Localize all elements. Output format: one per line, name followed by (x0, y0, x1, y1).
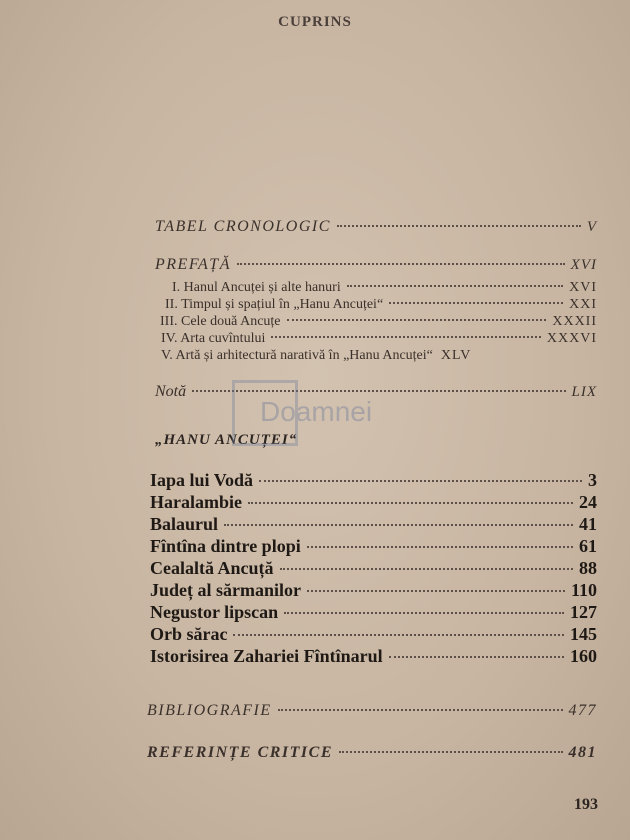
dot-leader (307, 590, 565, 592)
toc-entry-label: Notă (155, 383, 187, 400)
toc-entry-preface-5 (161, 348, 597, 364)
toc-entry-page: XXI (569, 297, 597, 312)
toc-entry-page: XXXII (552, 314, 597, 329)
toc-entry-label: BIBLIOGRAFIE (147, 702, 272, 719)
toc-entry-page: LIX (571, 384, 597, 400)
toc-entry-story (150, 536, 597, 557)
dot-leader (224, 524, 573, 526)
dot-leader (339, 751, 563, 753)
toc-entry-page: 41 (579, 514, 597, 534)
toc-entry-nota (155, 383, 597, 401)
toc-entry-story (150, 646, 597, 667)
toc-entry-story (150, 602, 597, 623)
toc-entry-page: XLV (440, 348, 472, 363)
toc-entry-preface-3 (160, 314, 597, 330)
toc-entry-page: 145 (570, 624, 597, 644)
toc-entry-label: PREFAȚĂ (155, 256, 231, 273)
dot-leader (284, 612, 564, 614)
page-title: CUPRINS (278, 14, 352, 30)
toc-entry-label: Iapa lui Vodă (150, 470, 254, 490)
toc-entry-story (150, 492, 597, 513)
toc-entry-label: Balaurul (150, 514, 219, 534)
dot-leader (280, 568, 574, 570)
toc-entry-page: 3 (588, 470, 597, 490)
toc-entry-page: 61 (579, 536, 597, 556)
dot-leader (259, 480, 582, 482)
toc-entry-page: 481 (568, 744, 597, 761)
toc-entry-label: Județ al sărmanilor (150, 580, 301, 600)
dot-leader (347, 285, 563, 287)
toc-entry-label: REFERINȚE CRITICE (147, 744, 333, 761)
toc-entry-label: Cealaltă Ancuță (150, 558, 274, 578)
toc-entry-page: XVI (570, 257, 597, 273)
dot-leader (307, 546, 573, 548)
toc-entry-label: II. Timpul și spațiul în „Hanu Ancuței“ (165, 297, 384, 312)
dot-leader (237, 263, 565, 265)
dot-leader (192, 390, 565, 392)
dot-leader (389, 656, 564, 658)
watermark-text: Doamnei (260, 396, 373, 427)
toc-entry-page: XVI (569, 280, 597, 295)
dot-leader (278, 709, 563, 711)
section-heading: „HANU ANCUȚEI“ (155, 432, 298, 448)
toc-entry-page: V (586, 219, 597, 235)
toc-entry-label: III. Cele două Ancuțe (160, 314, 281, 329)
toc-entry-page: 160 (570, 646, 597, 666)
page-number: 193 (574, 796, 598, 813)
toc-entry-story (150, 624, 597, 645)
toc-entry-label: Fîntîna dintre plopi (150, 536, 301, 556)
toc-entry-label: Negustor lipscan (150, 602, 279, 622)
dot-leader (271, 336, 541, 338)
toc-entry-story (150, 514, 597, 535)
toc-entry-label: V. Artă și arhitectură narativă în „Hanu Ancuței“ (161, 348, 433, 363)
toc-entry-page: 24 (579, 492, 597, 512)
toc-entry-referinte-critice (147, 744, 597, 762)
toc-entry-label: Haralambie (150, 492, 242, 512)
toc-entry-page: 110 (570, 580, 597, 600)
toc-entry-label: I. Hanul Ancuței și alte hanuri (172, 280, 341, 295)
toc-entry-prefata (155, 256, 597, 274)
toc-entry-preface-2 (165, 297, 597, 313)
toc-entry-page: 477 (568, 702, 597, 719)
toc-entry-page: 88 (579, 558, 597, 578)
dot-leader (233, 634, 564, 636)
toc-entry-label: IV. Arta cuvîntului (161, 331, 266, 346)
toc-entry-tabel-cronologic (155, 218, 597, 236)
toc-entry-label: Istorisirea Zahariei Fîntînarul (150, 646, 383, 666)
dot-leader (389, 302, 563, 304)
dot-leader (337, 225, 581, 227)
toc-entry-story (150, 470, 597, 491)
toc-entry-page: 127 (570, 602, 597, 622)
toc-entry-story (150, 580, 597, 601)
dot-leader (248, 502, 573, 504)
toc-entry-preface-1 (172, 280, 597, 296)
toc-entry-preface-4 (161, 331, 597, 347)
toc-entry-story (150, 558, 597, 579)
toc-entry-label: TABEL CRONOLOGIC (155, 218, 331, 235)
dot-leader (287, 319, 547, 321)
toc-entry-label: Orb sărac (150, 624, 228, 644)
toc-entry-page: XXXVI (546, 331, 597, 346)
toc-entry-bibliografie (147, 702, 597, 720)
